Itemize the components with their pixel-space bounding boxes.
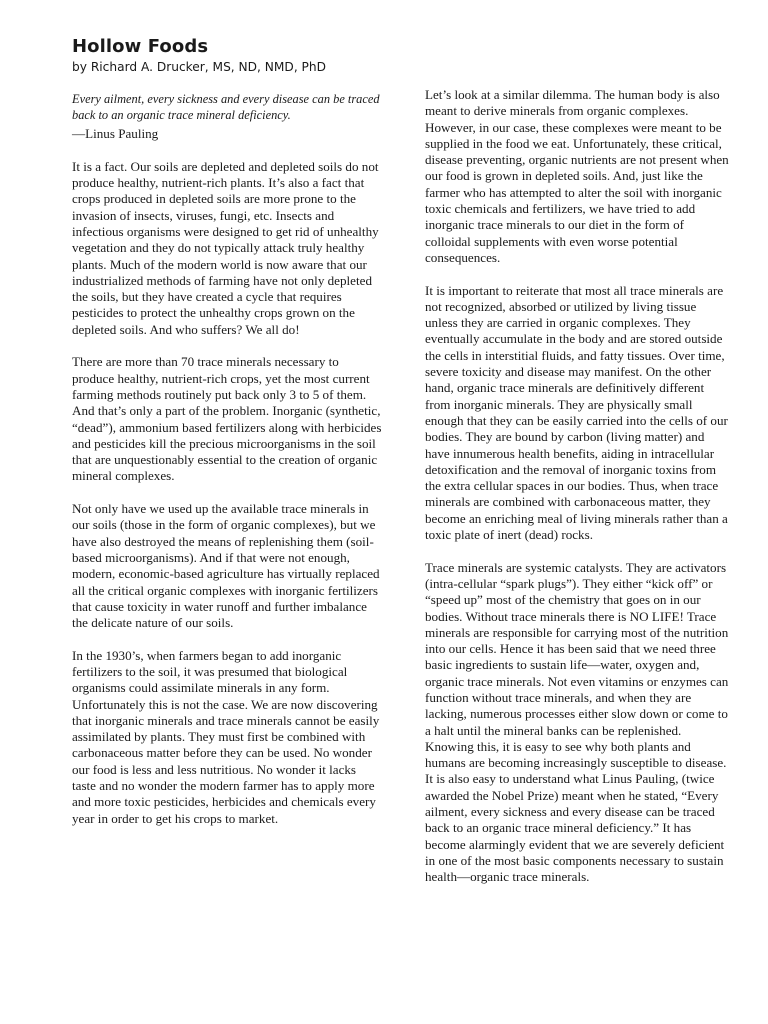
epigraph-text: Every ailment, every sickness and every disease can be traced back to an organic trace mineral deficiency.	[72, 92, 380, 122]
left-column	[72, 92, 382, 843]
article-title: Hollow Foods	[72, 36, 209, 57]
paragraph: In the 1930’s, when farmers began to add inorganic fertilizers to the soil, it was presumed that biological organisms could assimilate minerals in any form. Unfortunately this is not the case. We are now discovering that inorganic minerals and trace minerals cannot be easily assimilated by plants. They must first be combined with carbonaceous matter before they can be used. No wonder our food is less and less nutritious. No wonder it lacks taste and no wonder the modern farmer has to apply more and more toxic pesticides, herbicides and chemicals every year in order to get his crops to market.	[72, 647, 380, 826]
paragraph: It is important to reiterate that most all trace minerals are not recognized, absorbed or utilized by living tissue unless they are carried in organic complexes. They eventually accumulate in the body and are stored outside the cells in interstitial fluids, and fatty tissues. Over time, severe toxicity and disease may manifest. On the other hand, organic trace minerals are definitively different from inorganic minerals. They are physically small enough that they can be easily carried into the cells of our bodies. They are bound by carbon (living matter) and have innumerous health benefits, aiding in intracellular detoxification and the removal of inorganic toxins from the extra cellular spaces in our bodies. Thus, when trace minerals are combined with carbonaceous matter, they become an enriching meal of living minerals rather than a toxic plate of inert (dead) rocks.	[425, 282, 728, 543]
article-byline: by Richard A. Drucker, MS, ND, NMD, PhD	[72, 60, 327, 74]
paragraph: It is a fact. Our soils are depleted and depleted soils do not produce healthy, nutrient-rich plants. It’s also a fact that crops produced in depleted soils are more prone to the invasion of insects, viruses, fungi, etc. Insects and infectious organisms were designed to get rid of unhealthy vegetation and they do not typically attack truly healthy plants. Much of the modern world is now aware that our industrialized methods of farming have not only depleted the soils, but they have created a cycle that requires pesticides to protect the unhealthy crops grown on the depleted soils. And who suffers? We all do!	[72, 158, 379, 337]
paragraph: Not only have we used up the available trace minerals in our soils (those in the form of organic complexes), but we have also destroyed the means of replenishing them (soil-based microorganisms). And if that were not enough, modern, economic-based agriculture has virtually replaced all the critical organic complexes with inorganic fertilizers that cause toxicity in water runoff and further imbalance the delicate nature of our soils.	[72, 501, 380, 631]
epigraph	[72, 92, 382, 142]
right-column	[425, 87, 731, 902]
paragraph: Trace minerals are systemic catalysts. They are activators (intra-cellular “spark plugs”). They either “kick off” or “speed up” most of the chemistry that goes on in our bodies. Without trace minerals there is NO LIFE! Trace minerals are responsible for carrying most of the nutrition into our cells. Hence it has been said that we need three basic ingredients to sustain life—water, oxygen and, organic trace minerals. Not even vitamins or enzymes can function without trace minerals, and when they are lacking, numerous processes either slow down or come to a halt until the mineral banks can be replenished. Knowing this, it is easy to see why both plants and humans are becoming increasingly susceptible to disease. It is also easy to understand what Linus Pauling, (twice awarded the Nobel Prize) meant when he stated, “Every ailment, every sickness and every disease can be traced back to an organic trace mineral deficiency.” It has become alarmingly evident that we are severely deficient in one of the most basic components necessary to sustain health—organic trace minerals.	[425, 559, 729, 885]
epigraph-author: —Linus Pauling	[72, 126, 159, 142]
paragraph: There are more than 70 trace minerals necessary to produce healthy, nutrient-rich crops, yet the most current farming methods routinely put back only 3 to 5 of them. And that’s only a part of the problem. Inorganic (synthetic, “dead”), ammonium based fertilizers along with herbicides and pesticides kill the precious microorganisms in the soil that are unquestionably essential to the creation of organic mineral complexes.	[72, 354, 382, 484]
paragraph: Let’s look at a similar dilemma. The human body is also meant to derive minerals from organic complexes. However, in our case, these complexes were meant to be supplied in the food we eat. Unfortunately, these critical, disease preventing, organic nutrients are not present when our food is grown in depleted soils. And, just like the farmer who has attempted to alter the soil with inorganic toxic chemicals and fertilizers, we have tried to add inorganic trace minerals to our diet in the form of colloidal supplements with even worse potential consequences.	[425, 87, 729, 265]
